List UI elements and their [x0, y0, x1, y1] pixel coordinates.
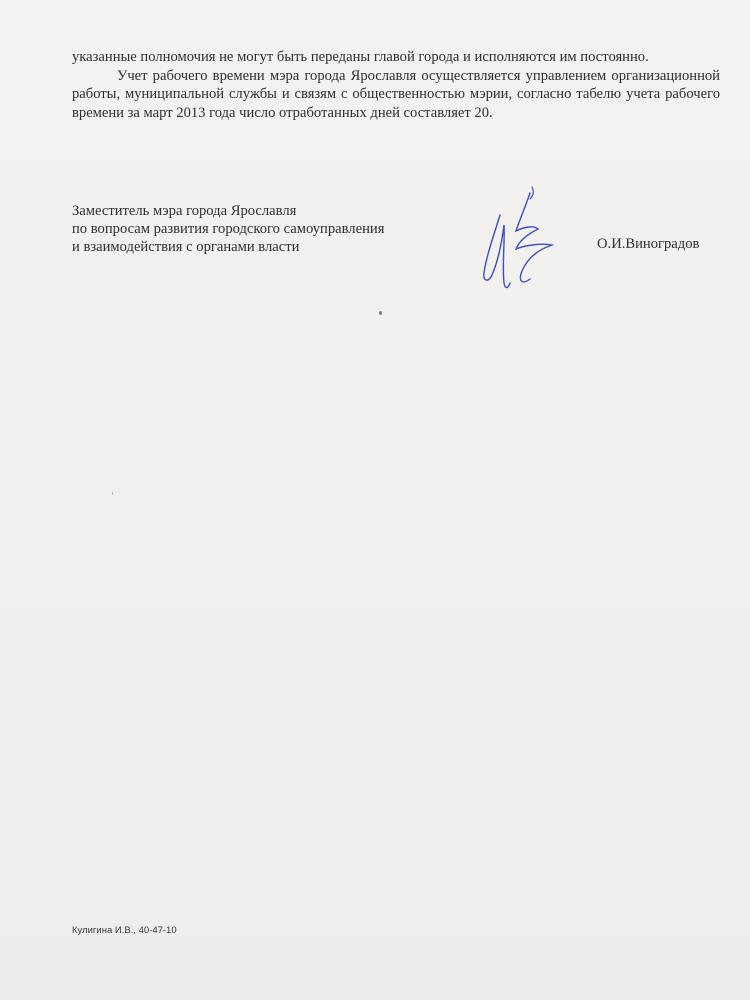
executor-note: Кулигина И.В., 40-47-10: [72, 925, 177, 936]
paragraph-working-time: Учет рабочего времени мэра города Ярославля осуществляется управлением организационной работы, муниципальной службы и связям с общественностью мэрии, согласно табелю учета рабочего времени за март 2013 года число отработанных дней составляет 20.: [72, 67, 720, 121]
handwritten-signature: [472, 185, 562, 295]
paper-speck: [112, 492, 113, 495]
signer-position-line-1: Заместитель мэра города Ярославля: [72, 203, 297, 219]
document-body: [72, 48, 720, 122]
signer-name: О.И.Виноградов: [597, 236, 700, 252]
paragraph-continuation: указанные полномочия не могут быть переданы главой города и исполняются им постоянно.: [72, 49, 649, 65]
paper-speck: [379, 311, 382, 315]
signer-position: [72, 202, 384, 256]
signer-position-line-3: и взаимодействия с органами власти: [72, 239, 300, 255]
signer-position-line-2: по вопросам развития городского самоуправления: [72, 221, 385, 237]
